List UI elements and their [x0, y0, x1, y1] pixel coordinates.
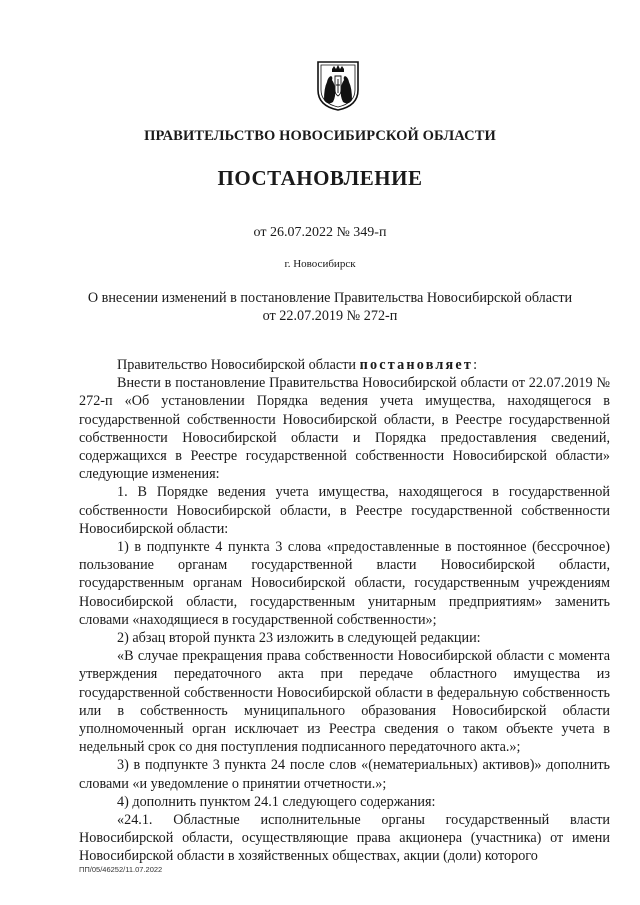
body-paragraph: Внести в постановление Правительства Новосибирской области от 22.07.2019 № 272-п «Об установлении Порядка ведения учета имущества, находящегося в государственной собственности Новосибирской области, в Реестре государственной собственности Новосибирской области и Порядка предоставления сведений, содержащихся в Реестре государственной собственности Новосибирской области» следующие изменения:: [79, 375, 610, 483]
preamble-keyword: постановляет: [359, 357, 474, 373]
body-paragraph: 1) в подпункте 4 пункта 3 слова «предоставленные в постоянное (бессрочное) пользование органам государственной власти Новосибирской области, государственным органам Новосибирской области, государственным учреждениям Новосибирской области, государственным унитарным предприятиям» заменить словами «находящиеся в государственной собственности»;: [79, 539, 610, 628]
body-paragraph: «24.1. Областные исполнительные органы государственный власти Новосибирской области, осуществляющие права акционера (участника) от имени Новосибирской области в хозяйственных обществах, акции (доли) которого: [79, 812, 610, 865]
body-paragraph: 1. В Порядке ведения учета имущества, находящегося в государственной собственности Новосибирской области, в Реестре государственной собственности Новосибирской области:: [79, 484, 610, 537]
document-body: [79, 356, 610, 866]
footer-code: ПП/05/46252/11.07.2022: [79, 865, 163, 874]
body-paragraph: 2) абзац второй пункта 23 изложить в следующей редакции:: [117, 630, 481, 647]
date-and-number: от 26.07.2022 № 349-п: [253, 225, 387, 240]
preamble-text: Правительство Новосибирской области: [117, 357, 360, 373]
body-paragraph: 4) дополнить пунктом 24.1 следующего содержания:: [117, 793, 436, 810]
coat-of-arms-icon: [316, 60, 360, 112]
body-paragraph: 3) в подпункте 3 пункта 24 после слов «(нематериальных) активов)» дополнить словами «и уведомление о принятии отчетности.»;: [79, 757, 610, 792]
city: г. Новосибирск: [284, 258, 356, 270]
preamble: [79, 356, 610, 374]
subject-line: О внесении изменений в постановление Правительства Новосибирской области: [87, 290, 573, 306]
document-type: ПОСТАНОВЛЕНИЕ: [217, 166, 423, 190]
subject-line: от 22.07.2019 № 272-п: [262, 308, 398, 324]
organization-name: ПРАВИТЕЛЬСТВО НОВОСИБИРСКОЙ ОБЛАСТИ: [144, 128, 496, 144]
preamble-colon: :: [473, 357, 478, 373]
document-subject: [60, 289, 600, 325]
body-paragraph: «В случае прекращения права собственности Новосибирской области с момента утверждения передаточного акта при передаче областного имущества из государственной собственности Новосибирской области в федеральную собственность или в собственность муниципального образования Новосибирской области уполномоченный орган исключает из Реестра сведения о таком объекте учета в недельный срок со дня поступления подписанного передаточного акта.»;: [79, 648, 610, 756]
